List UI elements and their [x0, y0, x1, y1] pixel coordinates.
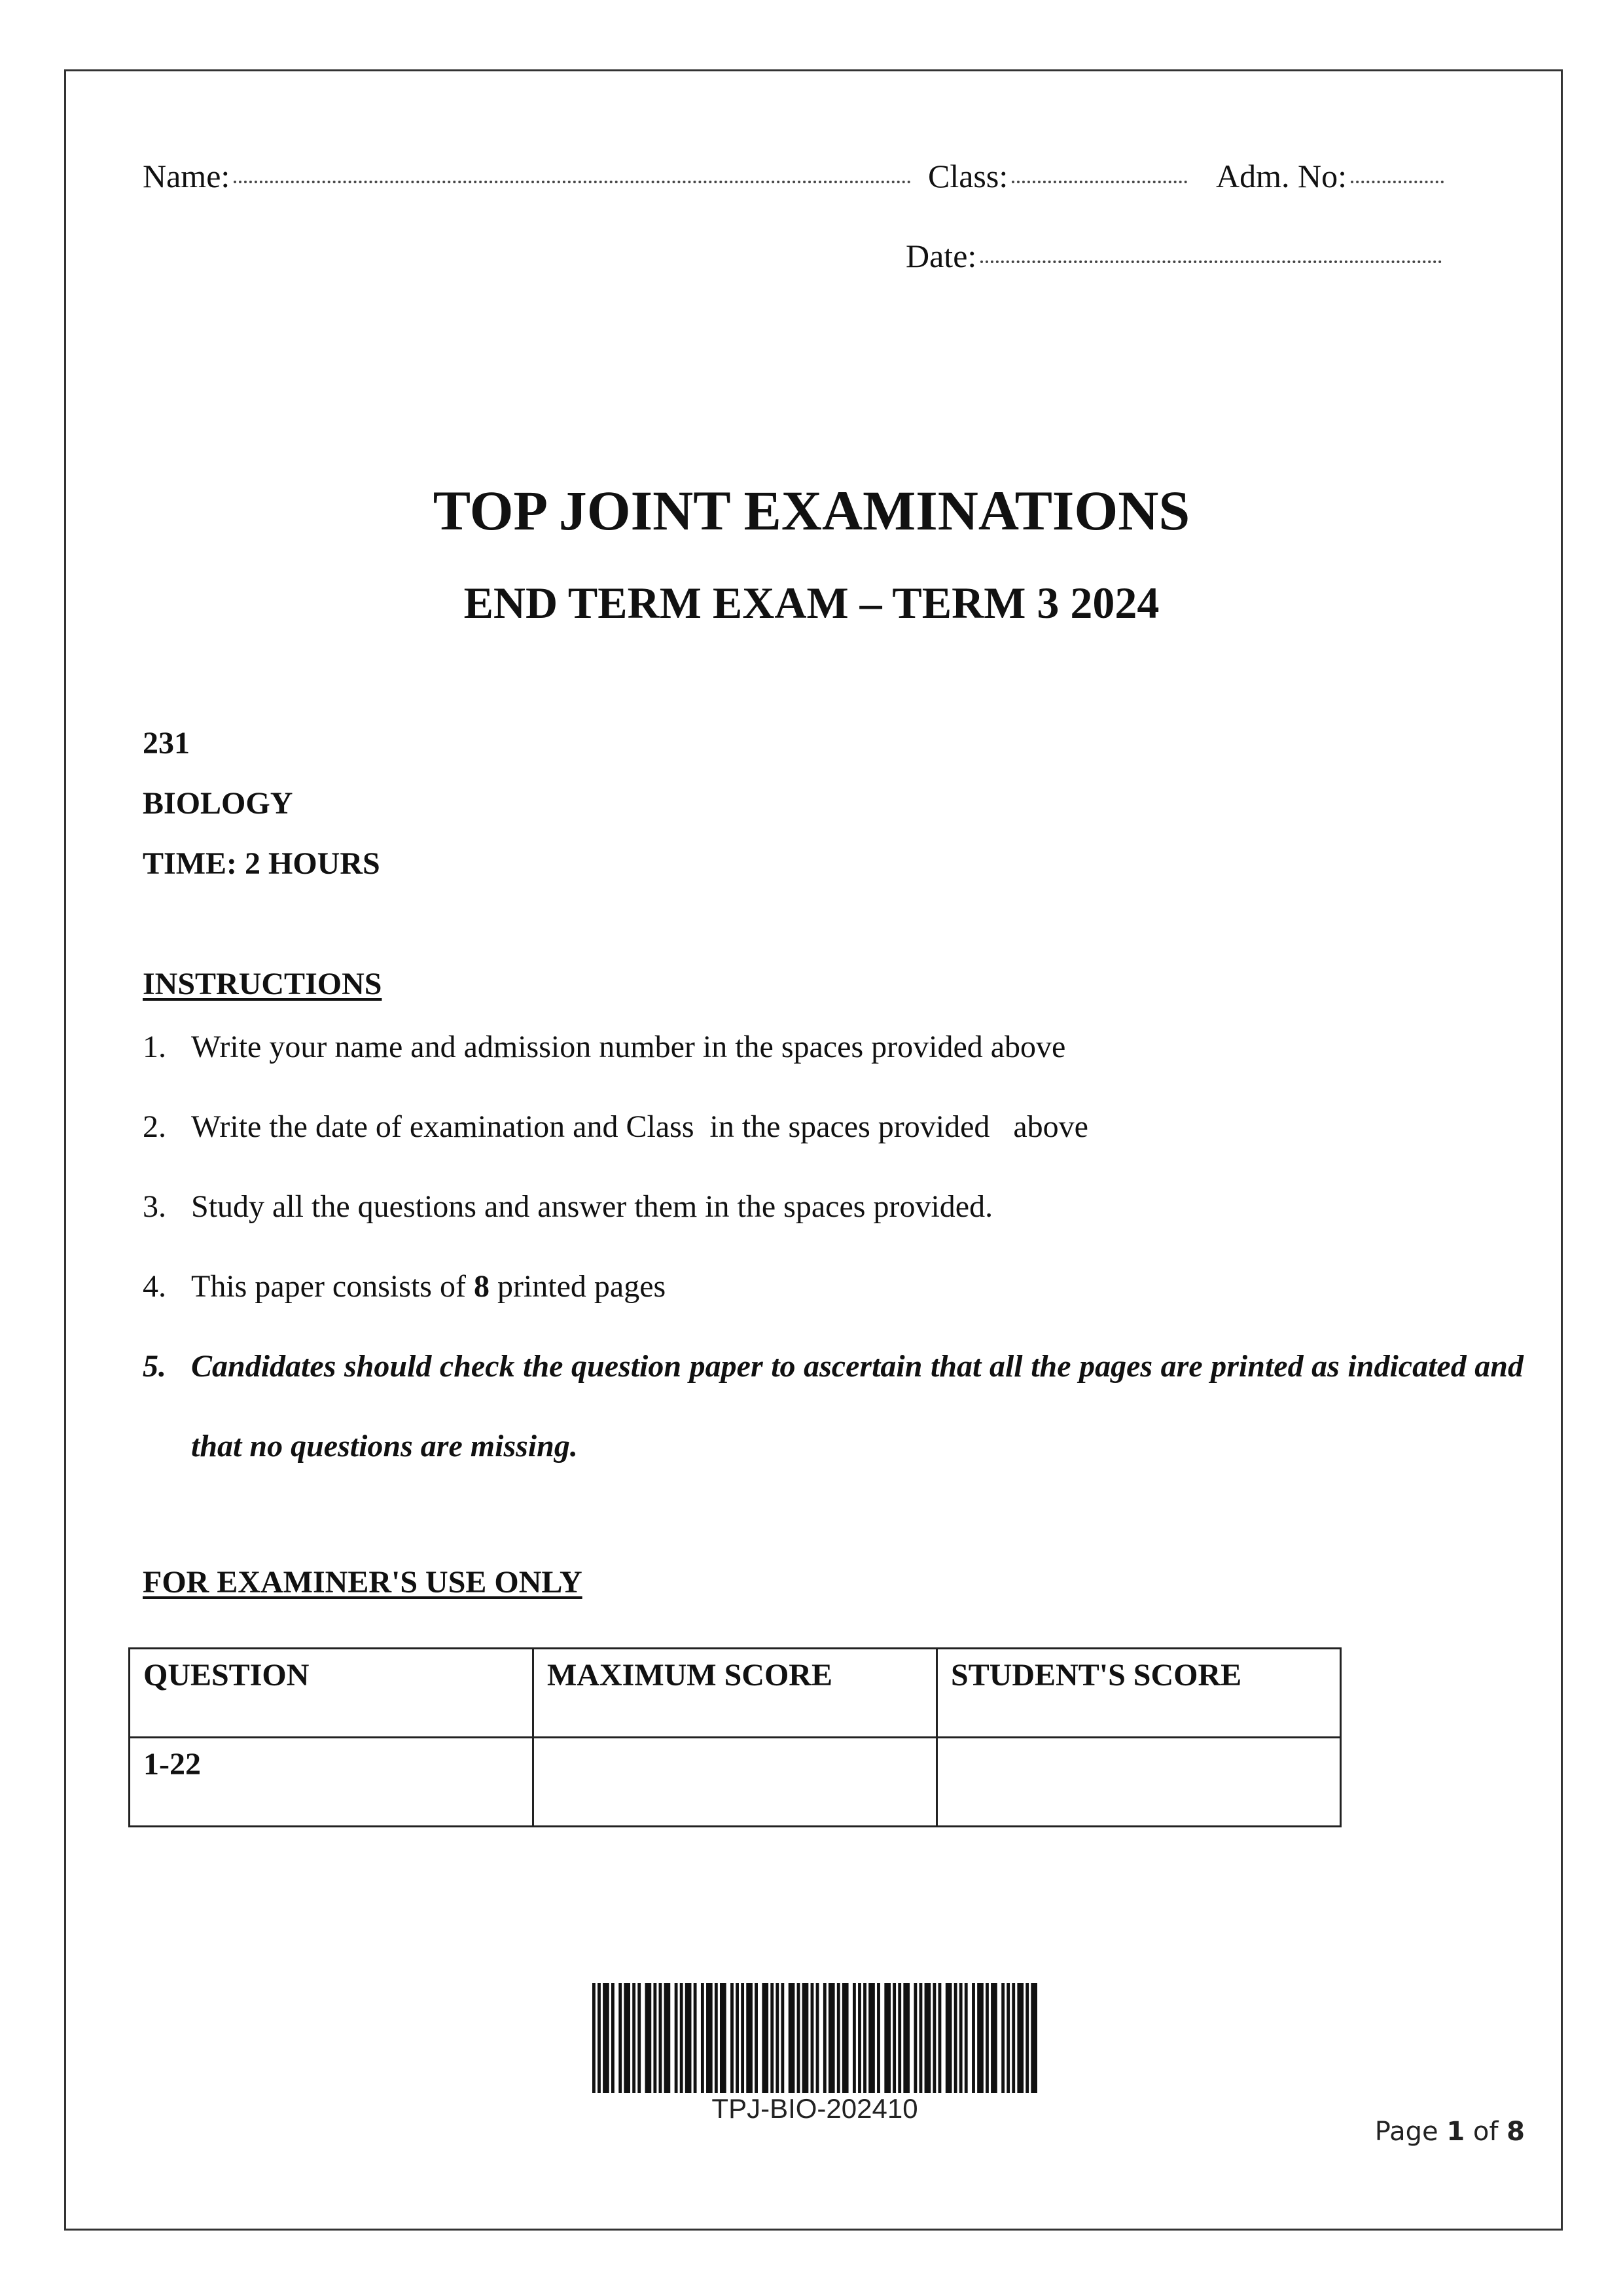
instruction-item: [143, 1087, 1524, 1167]
barcode-icon: [592, 1983, 1037, 2093]
class-label: Class:: [928, 158, 1008, 194]
score-table: [128, 1647, 1342, 1827]
instruction-text: Write the date of examination and Class in the spaces provided above: [191, 1109, 1088, 1144]
instruction-text-end: printed pages: [489, 1269, 666, 1304]
instruction-text: Candidates should check the question paper to ascertain that all the pages are printed as indicated and that no questions are missing.: [191, 1349, 1524, 1463]
instruction-number: 2.: [143, 1109, 166, 1144]
examiner-heading: FOR EXAMINER'S USE ONLY: [143, 1565, 582, 1600]
table-row: [130, 1738, 1341, 1827]
subject-name: BIOLOGY: [143, 786, 293, 821]
adm-no-dotted-line[interactable]: [1351, 181, 1444, 183]
class-dotted-line[interactable]: [1012, 181, 1187, 183]
current-page: 1: [1446, 2117, 1465, 2147]
column-header-question: QUESTION: [130, 1649, 533, 1738]
question-range-cell: 1-22: [130, 1738, 533, 1827]
instruction-text: [191, 1247, 1524, 1327]
name-dotted-line[interactable]: [234, 181, 911, 183]
instruction-item: [143, 1007, 1524, 1087]
name-label: Name:: [143, 158, 230, 194]
instruction-text-start: This paper consists of: [191, 1269, 474, 1304]
class-field[interactable]: [928, 157, 1187, 195]
exam-subtitle: END TERM EXAM – TERM 3 2024: [463, 578, 1160, 628]
adm-no-field[interactable]: [1216, 157, 1444, 195]
date-field[interactable]: [906, 237, 1442, 275]
page-prefix: Page: [1374, 2117, 1447, 2147]
student-score-cell[interactable]: [937, 1738, 1341, 1827]
exam-duration: TIME: 2 HOURS: [143, 846, 380, 881]
instruction-item: [143, 1167, 1524, 1247]
adm-no-label: Adm. No:: [1216, 158, 1347, 194]
instruction-number: 3.: [143, 1189, 166, 1224]
instruction-number: 1.: [143, 1030, 166, 1064]
instruction-item: [143, 1247, 1524, 1327]
barcode-text: TPJ-BIO-202410: [711, 2093, 918, 2124]
total-pages: 8: [1507, 2117, 1525, 2147]
page-count: 8: [473, 1269, 490, 1304]
instruction-text: Study all the questions and answer them in the spaces provided.: [191, 1189, 993, 1224]
date-label: Date:: [906, 238, 977, 274]
max-score-cell[interactable]: [533, 1738, 937, 1827]
date-dotted-line[interactable]: [980, 260, 1442, 263]
exam-title: TOP JOINT EXAMINATIONS: [433, 479, 1190, 542]
column-header-student-score: STUDENT'S SCORE: [937, 1649, 1341, 1738]
name-field[interactable]: [143, 157, 911, 195]
page-of: of: [1465, 2117, 1507, 2147]
instruction-number: 4.: [143, 1269, 166, 1304]
table-header-row: [130, 1649, 1341, 1738]
instruction-text: Write your name and admission number in the spaces provided above: [191, 1030, 1066, 1064]
paper-code: 231: [143, 726, 190, 761]
page-number: [1375, 2117, 1525, 2147]
column-header-max-score: MAXIMUM SCORE: [533, 1649, 937, 1738]
instruction-item-warning: [143, 1327, 1524, 1486]
instructions-heading: INSTRUCTIONS: [143, 967, 382, 1001]
instruction-number: 5.: [143, 1349, 166, 1384]
